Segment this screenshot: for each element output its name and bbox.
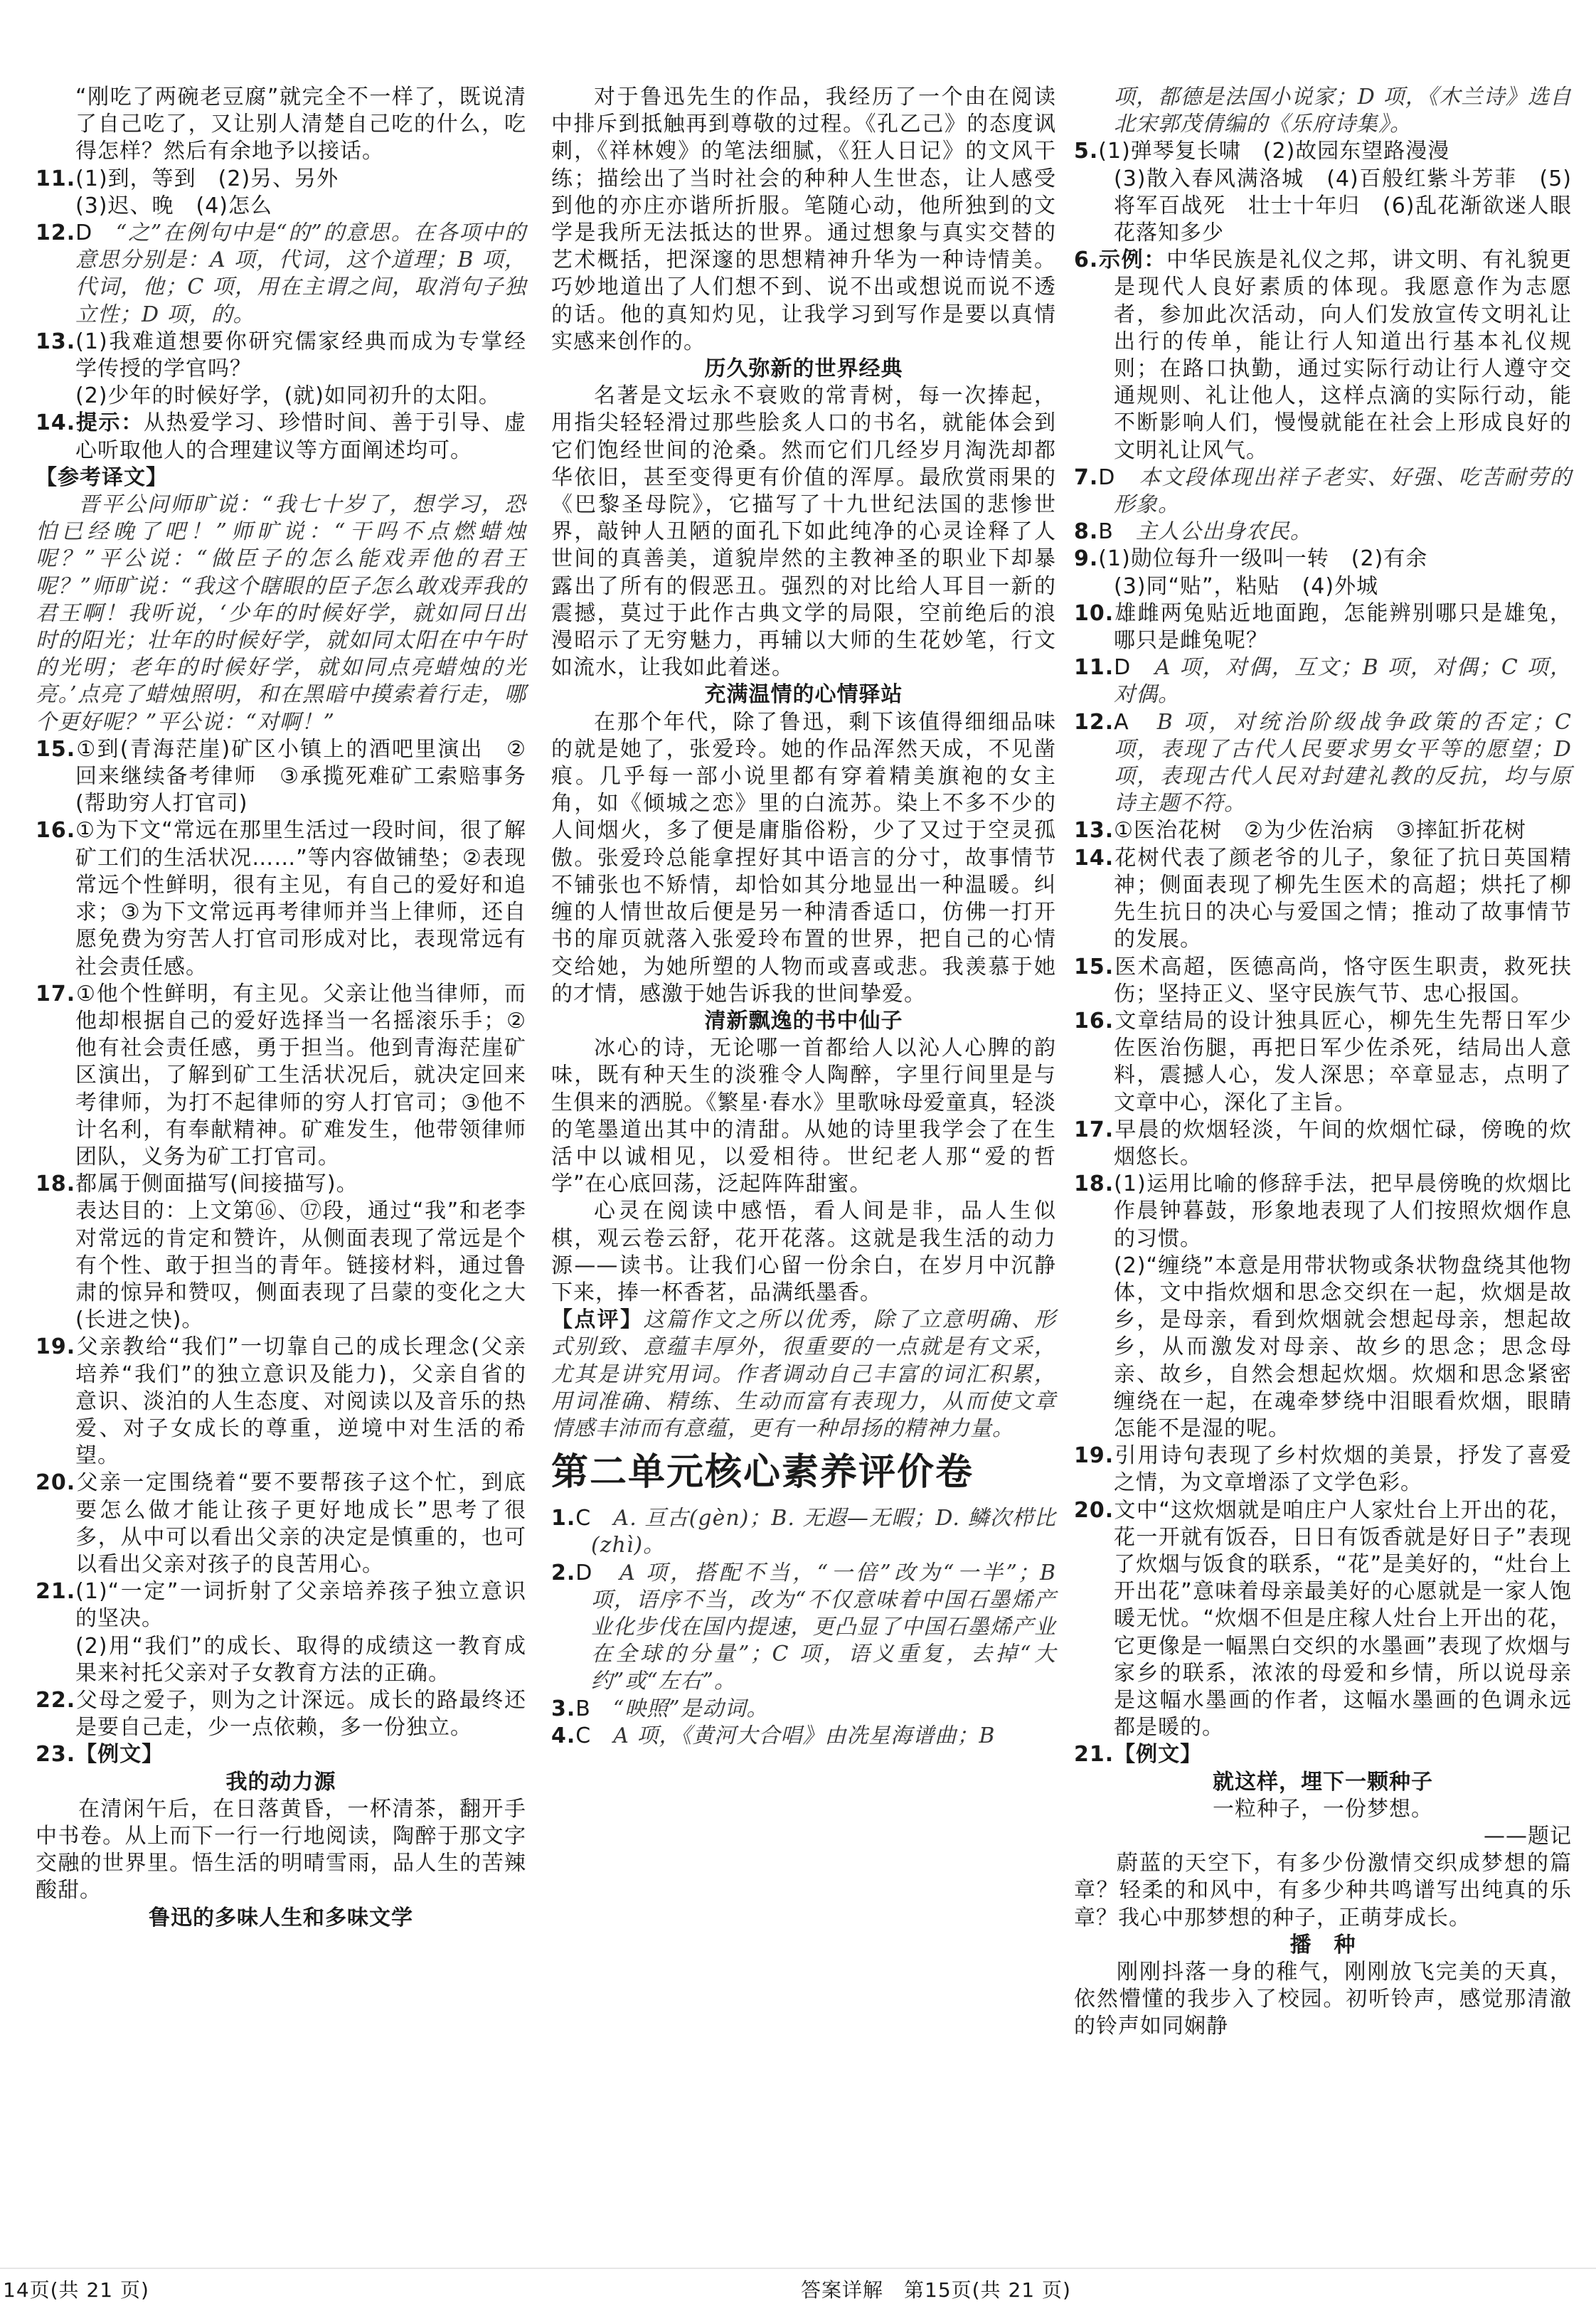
question-number: 3. — [551, 1696, 576, 1721]
section-title: 鲁迅的多味人生和多味文学 — [149, 1905, 413, 1930]
question-number: 16. — [1074, 1008, 1114, 1034]
question-item — [1074, 1741, 1572, 1768]
question-item — [36, 410, 526, 464]
answer-continuation: (3)迟、晚 (4)怎么 — [75, 193, 272, 218]
answer-text: (1)我难道想要你研究儒家经典而成为专掌经学传授的学官吗？ — [75, 329, 526, 382]
left-column — [36, 84, 526, 1932]
answer-text: B — [1098, 519, 1136, 545]
question-number: 9. — [1074, 546, 1099, 572]
question-item — [1074, 1497, 1572, 1742]
question-number: 7. — [1074, 464, 1099, 490]
answer-tag: 【例文】 — [75, 1742, 164, 1768]
answer-continuation: (2)用“我们”的成长、取得的成绩这一教育成果来衬托父亲对子女教育方法的正确。 — [75, 1633, 526, 1686]
essay-paragraph: 心灵在阅读中感悟，看人间是非，品人生似棋，观云卷云舒，花开花落。这就是我生活的动力源——读书。让我们心留一份余白，在岁月中沉静下来，捧一杯香茗，品满纸墨香。 — [551, 1199, 1056, 1305]
answer-explanation: 本文段体现出祥子老实、好强、吃苦耐劳的形象。 — [1114, 464, 1572, 518]
question-number: 14. — [1074, 845, 1114, 871]
answer-text: (1)“一定”一词折射了父亲培养孩子独立意识的坚决。 — [75, 1579, 526, 1632]
answer-explanation: “之”在例句中是“的”的意思。在各项中的意思分别是：A 项，代词，这个道理；B 项，代词，他；C 项，用在主谓之间，取消句子独立性；D 项，的。 — [75, 220, 526, 327]
answer-continuation: (2)少年的时候好学，(就)如同初升的太阳。 — [75, 383, 501, 409]
question-number: 12. — [1074, 709, 1114, 735]
answer-tag: 【例文】 — [1114, 1742, 1203, 1768]
answer-text: ①到(青海茫崖)矿区小镇上的酒吧里演出 ②回来继续备考律师 ③承揽死难矿工索赔事务(帮助穷人打官司) — [75, 736, 526, 817]
question-number: 19. — [1074, 1443, 1114, 1469]
question-item — [36, 1334, 526, 1470]
question-item — [1074, 247, 1572, 464]
translation-paragraph: 晋平公问师旷说：“我七十岁了，想学习，恐怕已经晚了吧！”师旷说：“干吗不点燃蜡烛呢？”平公说：“做臣子的怎么能戏弄他的君王呢？”师旷说：“我这个瞎眼的臣子怎么敢戏弄我的君王啊！我听说，‘少年的时候好学，就如同日出时的阳光；壮年的时候好学，就如同太阳在中午时的光明；老年的时候好学，就如同点亮蜡烛的光亮。’点亮了蜡烛照明，和在黑暗中摸索着行走，哪个更好呢？”平公说：“对啊！” — [36, 492, 526, 735]
answer-text: 引用诗句表现了乡村炊烟的美景，抒发了喜爱之情，为文章增添了文学色彩。 — [1114, 1443, 1572, 1496]
essay-paragraph: 在清闲午后，在日落黄昏，一杯清茶，翻开手中书卷。从上而下一行一行地阅读，陶醉于那文字交融的世界里。悟生活的明晴雪雨，品人生的苦辣酸甜。 — [36, 1796, 526, 1903]
section-tag: 【参考译文】 — [36, 464, 168, 490]
question-item — [551, 1723, 1056, 1750]
question-item — [1074, 654, 1572, 708]
answer-explanation: A. 亘古(gèn)；B. 无遐—无暇；D. 鳞次栉比(zhì)。 — [591, 1506, 1056, 1558]
answer-text: 文中“这炊烟就是咱庄户人家灶台上开出的花，花一开就有饭吞，日日有饭香就是好日子”表现了炊烟与饭食的联系，“花”是美好的，“灶台上开出花”意味着母亲最美好的心愿就是一家人饱暖无忧。“炊烟不但是庄稼人灶台上开出的花，它更像是一幅黑白交织的水墨画”表现了炊烟与家乡的联系，浓浓的母爱和乡情，所以说母亲是这幅水墨画的作者，这幅水墨画的色调永远都是暖的。 — [1114, 1497, 1572, 1741]
answer-text: 都属于侧面描写(间接描写)。 — [75, 1171, 358, 1197]
answer-text: 父亲教给“我们”一切靠自己的成长理念(父亲培养“我们”的独立意识及能力)，父亲自省的意识、淡泊的人生态度、对阅读以及音乐的热爱、对子女成长的尊重，逆境中对生活的希望。 — [75, 1334, 526, 1469]
answer-continuation: (3)散入春风满洛城 (4)百般红紫斗芳菲 (5)将军百战死 壮士十年归 (6)乱花渐欲迷人眼 花落知多少 — [1114, 166, 1594, 246]
answer-text: ①医治花树 ②为少佐治病 ③摔缸折花树 — [1114, 818, 1526, 844]
question-number: 11. — [1074, 655, 1114, 681]
question-item — [36, 220, 526, 329]
answer-explanation: “映照”是动词。 — [612, 1696, 769, 1721]
question-number: 14. — [36, 410, 76, 436]
question-number: 18. — [1074, 1171, 1114, 1197]
question-number: 17. — [36, 981, 76, 1006]
question-item — [36, 329, 526, 383]
answer-text: 父亲一定围绕着“要不要帮孩子这个忙，到底要怎么做才能让孩子更好地成长”思考了很多，从中可以看出父亲的决定是慎重的，也可以看出父亲对孩子的良苦用心。 — [75, 1470, 526, 1577]
answer-continuation: “刚吃了两碗老豆腐”就完全不一样了，既说清了自己吃了，又让别人清楚自己吃的什么，吃得怎样？然后有余地予以接话。 — [75, 85, 526, 164]
question-number: 8. — [1074, 519, 1099, 545]
question-item — [36, 817, 526, 980]
question-item — [36, 1741, 526, 1768]
answer-explanation: B 项，对统治阶级战争政策的否定；C 项，表现了古代人民要求男女平等的愿望；D 项，表现古代人民对封建礼教的反抗，均与原诗主题不符。 — [1114, 709, 1572, 817]
answer-text: D — [575, 1560, 620, 1585]
question-number: 6. — [1074, 248, 1099, 273]
unit-heading: 第二单元核心素养评价卷 — [551, 1450, 974, 1494]
question-item — [36, 166, 526, 193]
answer-explanation: A 项，搭配不当，“一倍”改为“一半”；B 项，语序不当，改为“不仅意味着中国石墨烯产业化步伐在国内提速，更凸显了中国石墨烯产业在全球的分量”；C 项，语义重复，去掉“大约”或“左右”。 — [591, 1560, 1056, 1694]
question-number: 23. — [36, 1742, 76, 1768]
question-number: 19. — [36, 1334, 76, 1360]
answer-tag: 提示： — [75, 410, 144, 436]
question-number: 22. — [36, 1687, 76, 1713]
question-item — [36, 1171, 526, 1198]
answer-text: 雄雌两兔贴近地面跑，怎能辨别哪只是雄兔，哪只是雌兔呢？ — [1114, 600, 1572, 654]
question-number: 16. — [36, 818, 76, 844]
question-number: 5. — [1074, 139, 1099, 164]
answer-text: ①他个性鲜明，有主见。父亲让他当律师，而他却根据自己的爱好选择当一名摇滚乐手；②他有社会责任感，勇于担当。他到青海茫崖矿区演出，了解到矿工生活状况后，就决定回来考律师，为打不起律师的穷人打官司；③他不计名利，有奉献精神。矿难发生，他带领律师团队，义务为矿工打官司。 — [75, 981, 526, 1169]
question-number: 21. — [1074, 1742, 1114, 1768]
answer-tag: 示例： — [1098, 248, 1167, 273]
question-item — [1074, 546, 1572, 573]
question-item — [1074, 817, 1572, 844]
essay-paragraph: 在那个年代，除了鲁迅，剩下该值得细细品味的就是她了，张爱玲。她的作品浑然天成，不见凿痕。几乎每一部小说里都有穿着精美旗袍的女主角，如《倾城之恋》里的白流苏。染上不多不少的人间烟火，多了便是庸脂俗粉，少了又过于空灵孤傲。张爱玲总能拿捏好其中语言的分寸，故事情节不铺张也不矫情，却恰如其分地显出一种温暖。纠缠的人情世故后便是另一种清香适口，仿佛一打开书的扉页就落入张爱玲布置的世界，把自己的心情交给她，为她所塑的人物而或喜或悲。我羡慕于她的才情，感激于她告诉我的世间挚爱。 — [551, 709, 1056, 1006]
comment-text: 这篇作文之所以优秀，除了立意明确、形式别致、意蕴丰厚外，很重要的一点就是有文采，尤其是讲究用词。作者调动自己丰富的词汇积累，用词准确、精练、生动而富有表现力，从而使文章情感丰沛而有意蕴，更有一种昂扬的精神力量。 — [551, 1307, 1057, 1441]
essay-paragraph: 冰心的诗，无论哪一首都给人以沁人心脾的韵味，既有种天生的淡雅令人陶醉，字里行间里是与生俱来的洒脱。《繁星·春水》里歌咏母爱童真，轻淡的笔墨道出其中的清甜。从她的诗里我学会了在生活中以诚相见，以爱相待。世纪老人那“爱的哲学”在心底回荡，泛起阵阵甜蜜。 — [551, 1036, 1056, 1197]
answer-text: C — [575, 1723, 614, 1748]
answer-text: (1)运用比喻的修辞手法，把早晨傍晚的炊烟比作晨钟暮鼓，形象地表现了人们按照炊烟作息的习惯。 — [1114, 1171, 1572, 1251]
question-number: 13. — [1074, 818, 1114, 844]
answer-text: 从热爱学习、珍惜时间、善于引导、虚心听取他人的合理建议等方面阐述均可。 — [75, 410, 527, 463]
middle-column — [551, 84, 1056, 1750]
question-number: 13. — [36, 329, 76, 354]
question-number: 17. — [1074, 1117, 1114, 1142]
answer-explanation: 主人公出身农民。 — [1135, 519, 1312, 545]
question-item — [1074, 954, 1572, 1008]
question-item — [551, 1505, 1056, 1559]
answer-text: C — [575, 1506, 614, 1531]
question-number: 12. — [36, 220, 76, 246]
essay-paragraph: 名著是文坛永不衰败的常青树，每一次捧起，用指尖轻轻滑过那些脍炙人口的书名，就能体会到它们饱经世间的沧桑。然而它们几经岁月淘洗却都华依旧，甚至变得更有价值的浑厚。最欣赏雨果的《巴黎圣母院》，它描写了十九世纪法国的悲惨世界，敲钟人丑陋的面孔下如此纯净的心灵诠释了人世间的真善美，道貌岸然的主教神圣的职业下却暴露出了所有的假恶丑。强烈的对比给人耳目一新的震撼，莫过于此作古典文学的局限，空前绝后的浪漫昭示了无穷魅力，再辅以大师的生花妙笔，行文如流水，让我如此着迷。 — [551, 383, 1056, 681]
answer-text: 医术高超，医德高尚，恪守医生职责，救死扶伤；坚持正义、坚守民族气节、忠心报国。 — [1114, 954, 1572, 1006]
question-item — [36, 1578, 526, 1632]
answer-text: (1)弹琴复长啸 (2)故园东望路漫漫 — [1098, 139, 1450, 164]
answer-continuation: 项，都德是法国小说家；D 项，《木兰诗》选自北宋郭茂倩编的《乐府诗集》。 — [1114, 85, 1572, 137]
question-item — [1074, 519, 1572, 546]
question-number: 21. — [36, 1579, 76, 1605]
question-item — [36, 736, 526, 818]
answer-text: B — [575, 1696, 613, 1721]
question-number: 4. — [551, 1723, 576, 1748]
answer-text: 中华民族是礼仪之邦，讲文明、有礼貌更是现代人良好素质的体现。我愿意作为志愿者，参加此次活动，向人们发放宣传文明礼让出行的传单，能让行人知道出行基本礼仪规则；在路口执勤，通过实际行动让行人遵守交通规则、礼让他人，这样点滴的实际行动，能不断影响人们，慢慢就能在社会上形成良好的文明礼让风气。 — [1114, 248, 1573, 463]
question-number: 11. — [36, 166, 76, 191]
question-item — [36, 981, 526, 1171]
question-number: 2. — [551, 1560, 576, 1585]
question-item — [1074, 1117, 1572, 1171]
footer-center-page-number: 答案详解 第15页(共 21 页) — [801, 2278, 1071, 2302]
question-item — [36, 1470, 526, 1578]
question-item — [1074, 1442, 1572, 1497]
right-column — [1074, 84, 1594, 2041]
essay-paragraph: 蔚蓝的天空下，有多少份激情交织成梦想的篇章？轻柔的和风中，有多少种共鸣谱写出纯真的乐章？我心中那梦想的种子，正萌芽成长。 — [1074, 1851, 1572, 1930]
answer-text: A — [1114, 709, 1157, 735]
question-number: 15. — [1074, 954, 1114, 979]
answer-text: D — [75, 220, 116, 246]
answer-text: ①为下文“常远在那里生活过一段时间，很了解矿工们的生活状况……”等内容做铺垫；②表现常远个性鲜明，很有主见，有自己的爱好和追求；③为下文常远再考律师并当上律师，还自愿免费为穷苦人打官司形成对比，表现常远有社会责任感。 — [75, 818, 526, 979]
epigraph-attribution: ——题记 — [1484, 1824, 1572, 1849]
answer-text: 早晨的炊烟轻淡，午间的炊烟忙碌，傍晚的炊烟悠长。 — [1114, 1117, 1572, 1169]
question-number: 10. — [1074, 600, 1114, 626]
answer-explanation: A 项，《黄河大合唱》由冼星海谱曲；B — [613, 1723, 996, 1748]
answer-text: (1)勋位每升一级叫一转 (2)有余 — [1098, 546, 1428, 572]
question-item — [1074, 138, 1572, 165]
section-title: 清新飘逸的书中仙子 — [704, 1008, 903, 1034]
question-item — [1074, 600, 1572, 654]
question-number: 18. — [36, 1171, 76, 1197]
question-item — [36, 1687, 526, 1741]
answer-continuation: 表达目的：上文第⑯、⑰段，通过“我”和老李对常远的肯定和赞许，从侧面表现了常远是个有个性、敢于担当的青年。链接材料，通过鲁肃的惊异和赞叹，侧面表现了吕蒙的变化之大(长进之快)。 — [75, 1199, 526, 1333]
answer-continuation: (2)“缠绕”本意是用带状物或条状物盘绕其他物体，文中指炊烟和思念交织在一起，炊烟是故乡，是母亲，看到炊烟就会想起母亲，想起故乡，从而激发对母亲、故乡的思念；思念母亲、故乡，自然会想起炊烟。炊烟和思念紧密缠绕在一起，在魂牵梦绕中泪眼看炊烟，眼睛怎能不是湿的呢。 — [1114, 1253, 1572, 1441]
question-number: 15. — [36, 736, 76, 762]
centered-line: 一粒种子，一份梦想。 — [1213, 1796, 1433, 1822]
answer-text: D — [1114, 655, 1155, 681]
answer-text: 父母之爱子，则为之计深远。成长的路最终还是要自己走，少一点依赖，多一份独立。 — [75, 1687, 526, 1741]
answer-text: D — [1098, 464, 1139, 490]
question-item — [1074, 464, 1572, 519]
section-title: 播 种 — [1289, 1932, 1356, 1957]
footer-divider — [0, 2268, 1596, 2269]
section-title: 就这样，埋下一颗种子 — [1213, 1769, 1433, 1795]
question-item — [1074, 1008, 1572, 1117]
question-number: 20. — [36, 1470, 76, 1496]
answer-text: 文章结局的设计独具匠心，柳先生先帮日军少佐医治伤腿，再把日军少佐杀死，结局出人意料，震撼人心，发人深思；卒章显志，点明了文章中心，深化了主旨。 — [1114, 1008, 1572, 1115]
comment-tag: 【点评】 — [551, 1307, 644, 1333]
question-number: 1. — [551, 1506, 576, 1531]
question-item — [1074, 1171, 1572, 1253]
answer-text: 花树代表了颜老爷的儿子，象征了抗日英国精神；侧面表现了柳先生医术的高超；烘托了柳先生抗日的决心与爱国之情；推动了故事情节的发展。 — [1114, 845, 1572, 952]
answer-explanation: A 项，对偶，互文；B 项，对偶；C 项，对偶。 — [1114, 655, 1572, 708]
section-title: 我的动力源 — [225, 1769, 336, 1795]
question-item — [1074, 709, 1572, 818]
comment-paragraph — [551, 1307, 1056, 1442]
footer-left-page-number: 14页(共 21 页) — [3, 2278, 149, 2302]
answer-text: (1)到，等到 (2)另、另外 — [75, 166, 339, 191]
question-number: 20. — [1074, 1497, 1114, 1523]
question-item — [1074, 845, 1572, 954]
question-item — [551, 1560, 1056, 1696]
question-item — [551, 1696, 1056, 1723]
essay-paragraph: 刚刚抖落一身的稚气，刚刚放飞完美的天真，依然懵懂的我步入了校园。初听铃声，感觉那清澈的铃声如同娴静 — [1074, 1960, 1572, 2039]
section-title: 历久弥新的世界经典 — [704, 356, 903, 382]
essay-paragraph: 对于鲁迅先生的作品，我经历了一个由在阅读中排斥到抵触再到尊敬的过程。《孔乙己》的态度讽刺，《祥林嫂》的笔法细腻，《狂人日记》的文风干练；描绘出了当时社会的种种人生世态，让人感受到他的亦庄亦谐所折服。笔随心动，他所独到的文学是我所无法抵达的世界。通过想象与真实交替的艺术概括，把深邃的思想精神升华为一种诗情美。巧妙地道出了人们想不到、说不出或想说而说不透的话。他的真知灼见，让我学习到写作是要以真情实感来创作的。 — [551, 85, 1056, 354]
section-title: 充满温情的心情驿站 — [704, 682, 903, 708]
answer-continuation: (3)同“贴”，粘贴 (4)外城 — [1114, 573, 1379, 599]
